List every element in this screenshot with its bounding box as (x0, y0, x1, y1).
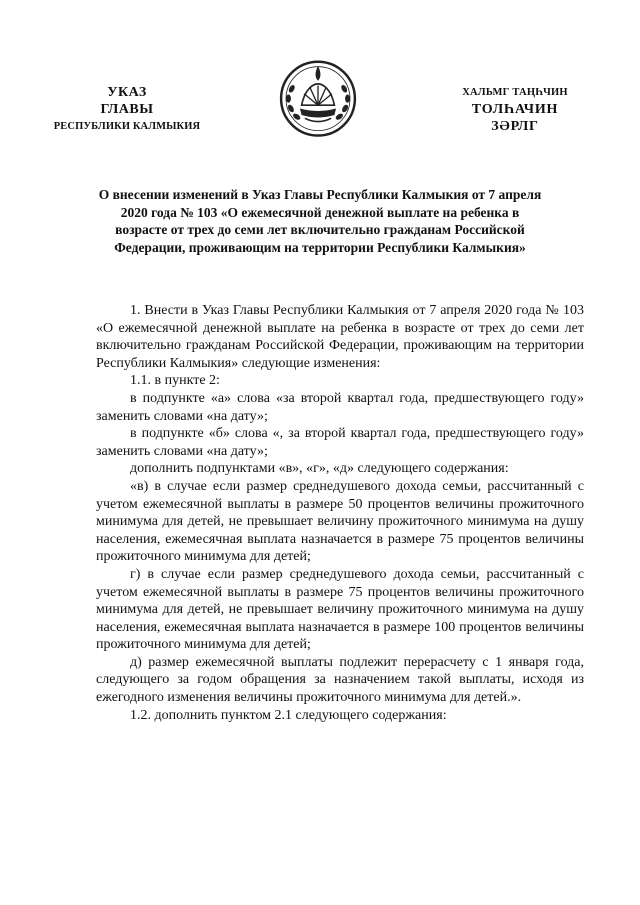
header-right-line2: ТОЛҺАЧИН (471, 102, 559, 117)
paragraph-subpoint-b: в подпункте «б» слова «, за второй квартал года, предшествующего году» заменить словами «на дату»; (96, 426, 584, 459)
paragraph-add-subpoints: дополнить подпунктами «в», «г», «д» следующего содержания: (130, 461, 509, 477)
header-right-line1: ХАЛЬМГ ТАҢҺЧИН (462, 87, 568, 98)
header-left-line2: ГЛАВЫ (100, 102, 154, 117)
kalmykia-coat-of-arms-icon (277, 56, 359, 138)
paragraph-subpoint-v: «в) в случае если размер среднедушевого дохода семьи, рассчитанный с учетом ежемесячной выплаты в размере 50 процентов величины прожиточного минимума для детей, не превышает величину прожиточного минимума на душу населения, ежемесячная выплата назначается в размере 75 процентов величины прожиточного минимума для детей; (96, 478, 584, 565)
header-left (52, 84, 202, 135)
header-right-line3: ЗӘРЛГ (491, 119, 539, 134)
document-body (96, 302, 584, 724)
paragraph-subpoint-g: г) в случае если размер среднедушевого дохода семьи, рассчитанный с учетом ежемесячной выплаты в размере 75 процентов величины прожиточного минимума для детей, не превышает величину прожиточного минимума на душу населения, ежемесячная выплата назначается в размере 100 процентов величины прожиточного минимума для детей; (96, 566, 584, 653)
document-title: О внесении изменений в Указ Главы Республики Калмыкия от 7 апреля 2020 года № 103 «О ежемесячной денежной выплате на ребенка в возрасте от трех до семи лет включительно гражданам Российской Федерации, проживающим на территории Республики Калмыкия» (98, 187, 542, 255)
paragraph-subpoint-a: в подпункте «а» слова «за второй квартал года, предшествующего году» заменить словами «на дату»; (96, 390, 584, 424)
header-right (432, 84, 598, 135)
paragraph-1: 1. Внести в Указ Главы Республики Калмыкия от 7 апреля 2020 года № 103 «О ежемесячной денежной выплате на ребенка в возрасте от трех до семи лет включительно гражданам Российской Федерации, проживающим на территории Республики Калмыкия» следующие изменения: (96, 303, 584, 371)
header-left-line3: РЕСПУБЛИКИ КАЛМЫКИЯ (53, 121, 201, 132)
paragraph-1-2: 1.2. дополнить пунктом 2.1 следующего содержания: (130, 707, 447, 723)
paragraph-1-1: 1.1. в пункте 2: (130, 373, 220, 389)
header-left-line1: УКАЗ (107, 85, 147, 100)
paragraph-subpoint-d: д) размер ежемесячной выплаты подлежит перерасчету с 1 января года, следующего за годом обращения за назначением такой выплаты, исходя из ежегодного изменения величины прожиточного минимума для детей.». (96, 654, 584, 706)
